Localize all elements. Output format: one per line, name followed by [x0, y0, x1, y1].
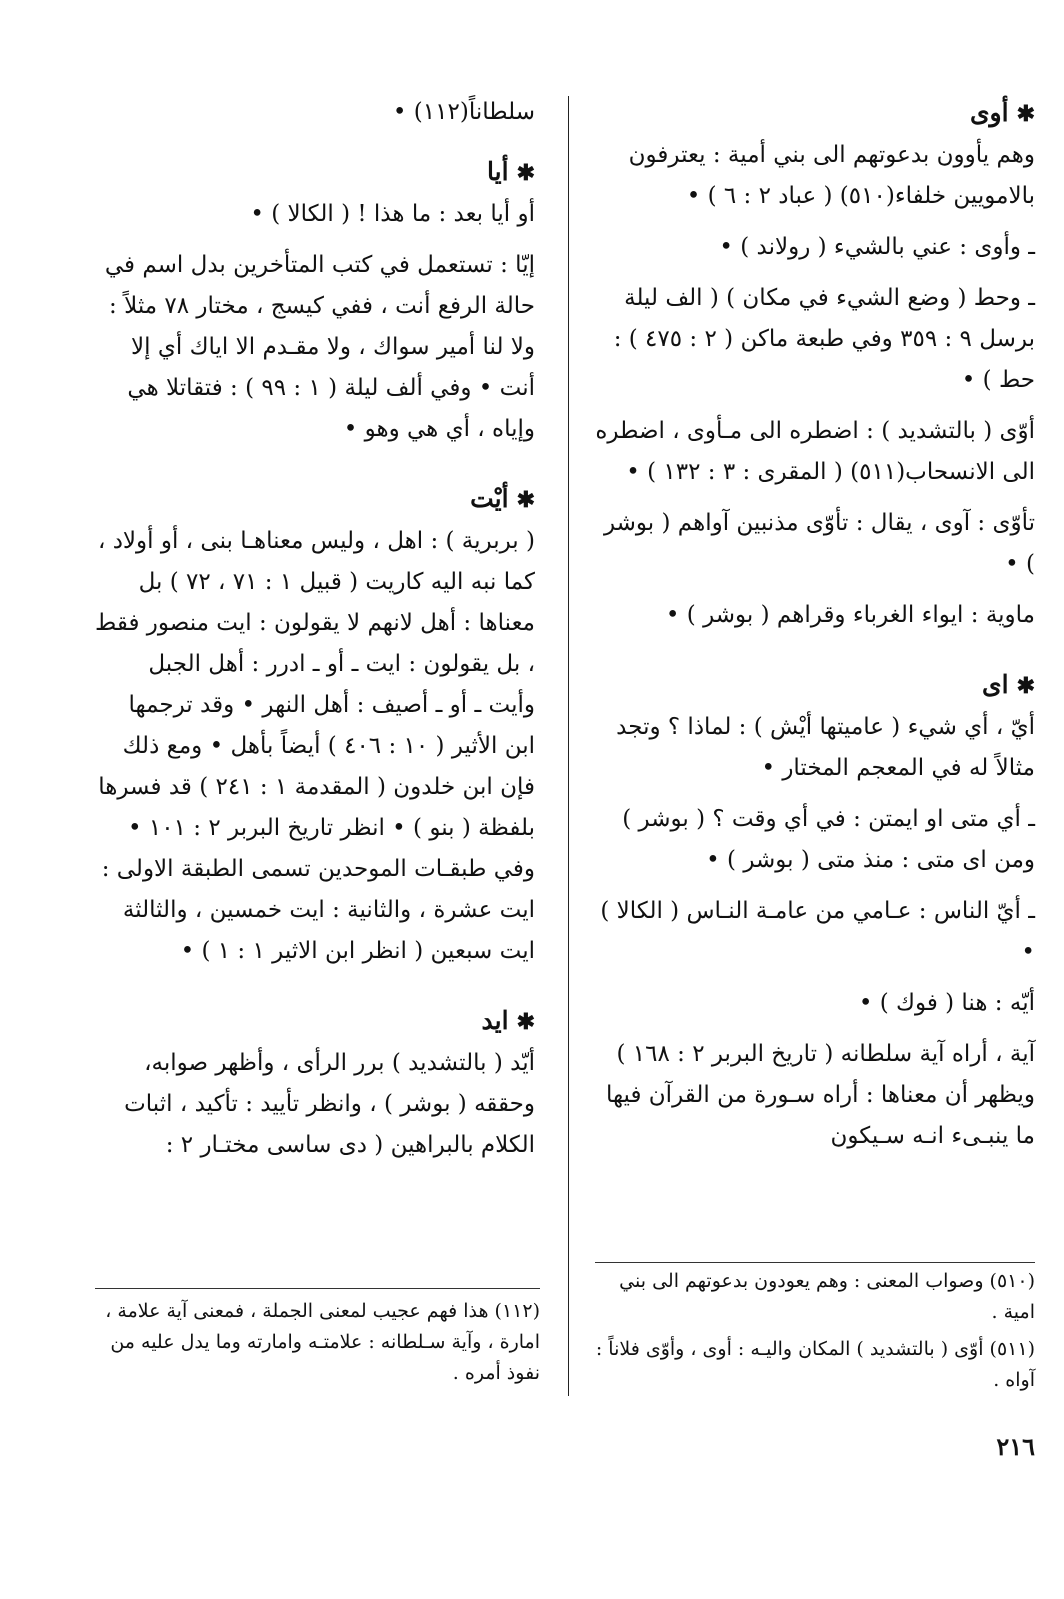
paragraph: ( بربرية ) : اهل ، وليس معناهـا بنى ، أو أولاد ، كما نبه اليه كاريت ( قبيل ١ : ٧١ ، ٧٢ ) بل معناها : أهل لانهم لا يقولون : ايت منصور فقط ، بل يقولون : ايت ـ أو ـ ادرر : أهل الجبل وأيت ـ أو ـ أصيف : أهل النهر • وقد ترجمها ابن الأثير ( ١٠ : ٤٠٦ ) أيضاً بأهل • ومع ذلك فإن ابن خلدون ( المقدمة ١ : ٢٤١ ) قد فسرها بلفظة ( بنو ) • انظر تاريخ البربر ٢ : ١٠١ • وفي طبقـات الموحدين تسمى الطبقة الاولى : ايت عشرة ، والثانية : ايت خمسين ، والثالثة ايت سبعين ( انظر ابن الاثير ١ : ١ ) •: [94, 528, 535, 964]
asterisk-icon: ✱: [1016, 673, 1035, 699]
paragraph: تأوّى : آوى ، يقال : تأوّى مذنبين آواهم ( بوشر ) •: [603, 510, 1035, 577]
paragraph: إيّا : تستعمل في كتب المتأخرين بدل اسم في حالة الرفع أنت ، ففي كيسج ، مختار ٧٨ مثلاً : ولا لنا أمير سواك ، ولا مقـدم الا اياك أي إلا أنت • وفي ألف ليلة ( ١ : ٩٩ ) : فتقاتلا هي وإياه ، أي هي وهو •: [104, 252, 535, 442]
footnote: (٥١٠) وصواب المعنى : وهم يعودون بدعوتهم الى بني امية .: [619, 1270, 1035, 1323]
asterisk-icon: ✱: [516, 487, 535, 513]
asterisk-icon: ✱: [516, 160, 535, 186]
asterisk-icon: ✱: [516, 1009, 535, 1035]
left-column: [95, 92, 535, 1176]
paragraph: ـ وأوى : عني بالشيء ( رولاند ) •: [719, 234, 1035, 260]
page-number: ٢١٦: [996, 1432, 1035, 1461]
paragraph: آية ، أراه آية سلطانه ( تاريخ البربر ٢ : ١٦٨ ) ويظهر أن معناها : أراه سـورة من القرآن فيها ما ينبـىء انـه سـيكون: [605, 1041, 1035, 1149]
asterisk-icon: ✱: [1016, 101, 1035, 127]
entry-head: ✱أيْت: [470, 484, 535, 513]
continued-line: سلطاناً(١١٢) •: [392, 99, 535, 125]
entry-head: ✱ايد: [481, 1006, 535, 1035]
footnote-rule: [595, 1262, 1035, 1263]
left-footnotes: [95, 1296, 540, 1395]
paragraph: أو أيا بعد : ما هذا ! ( الكالا ) •: [250, 201, 535, 227]
entry-head: ✱أيا: [487, 157, 535, 186]
column-divider: [568, 96, 569, 1396]
right-column: [595, 92, 1035, 1167]
paragraph: أوّى ( بالتشديد ) : اضطره الى مـأوى ، اضطره الى الانسحاب(٥١١) ( المقرى : ٣ : ١٣٢ ) •: [595, 418, 1035, 485]
paragraph: ـ أيّ الناس : عـامي من عامـة النـاس ( الكالا ) •: [600, 898, 1035, 965]
footnote: (٥١١) أوّى ( بالتشديد ) المكان واليـه : أوى ، وأوّى فلاناً : آواه .: [595, 1338, 1035, 1391]
paragraph: أيّه : هنا ( فوك ) •: [858, 990, 1035, 1016]
right-footnotes: [595, 1266, 1035, 1402]
paragraph: وهم يأوون بدعوتهم الى بني أمية : يعترفون بالامويين خلفاء(٥١٠) ( عباد ٢ : ٦ ) •: [628, 142, 1035, 209]
footnote-rule: [95, 1288, 540, 1289]
paragraph: ـ وحط ( وضع الشيء في مكان ) ( الف ليلة برسل ٩ : ٣٥٩ وفي طبعة ماكن ( ٢ : ٤٧٥ ) : حط ) •: [613, 285, 1035, 393]
paragraph: ـ أي متى او ايمتن : في أي وقت ؟ ( بوشر ) ومن اى متى : منذ متى ( بوشر ) •: [622, 806, 1035, 873]
footnote: (١١٢) هذا فهم عجيب لمعنى الجملة ، فمعنى آية علامة ، امارة ، وآية سـلطانه : علامتـه وامارته وما يدل عليه من نفوذ أمره .: [105, 1300, 540, 1384]
entry-head: ✱أوى: [969, 98, 1035, 127]
paragraph: أيّد ( بالتشديد ) برر الرأى ، وأظهر صوابه، وحققه ( بوشر ) ، وانظر تأييد : تأكيد ، اثبات الكلام بالبراهين ( دى ساسى مختـار ٢ :: [124, 1050, 535, 1158]
paragraph: ماوية : ايواء الغرباء وقراهم ( بوشر ) •: [665, 602, 1035, 628]
entry-head: ✱اى: [982, 670, 1035, 699]
paragraph: أيّ ، أي شيء ( عاميتها أيْش ) : لماذا ؟ وتجد مثالاً له في المعجم المختار •: [616, 714, 1035, 781]
